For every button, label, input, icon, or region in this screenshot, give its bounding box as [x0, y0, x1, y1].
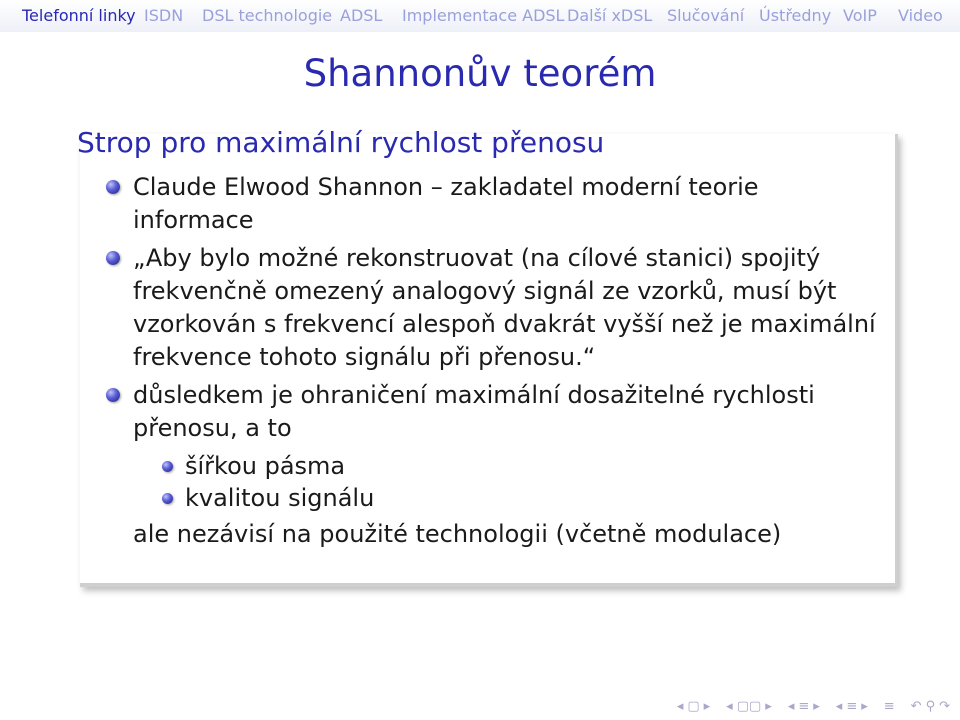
- right-arrow-icon[interactable]: ▸: [861, 698, 868, 714]
- nav-item-dalsi-xdsl[interactable]: Další xDSL: [567, 6, 653, 25]
- list-item: [105, 242, 885, 374]
- subsection-icon: ▢▢: [736, 698, 762, 714]
- sub-list-item-text: kvalitou signálu: [185, 484, 375, 512]
- sub-list-item: [161, 482, 885, 514]
- nav-item-slucovani[interactable]: Slučování: [667, 6, 745, 25]
- nav-item-ustredny[interactable]: Ústředny: [759, 6, 832, 25]
- nav-item-adsl[interactable]: ADSL: [340, 6, 383, 25]
- list-item-text: Claude Elwood Shannon – zakladatel moderní teorie informace: [133, 173, 759, 234]
- section-navigation-bar: [0, 0, 960, 32]
- nav-item-isdn[interactable]: ISDN: [144, 6, 184, 25]
- nav-item-video[interactable]: Video: [898, 6, 943, 25]
- sub-list-item: [161, 450, 885, 482]
- back-icon[interactable]: ↶: [910, 698, 922, 714]
- closing-text: ale nezávisí na použité technologii (včetně modulace): [133, 520, 782, 548]
- list-item-text: důsledkem je ohraničení maximální dosažitelné rychlosti přenosu, a to: [133, 381, 815, 442]
- left-arrow-icon[interactable]: ◂: [787, 698, 795, 714]
- left-arrow-icon[interactable]: ◂: [835, 698, 843, 714]
- slide-title: Shannonův teorém: [303, 52, 657, 95]
- list-item-text: „Aby bylo možné rekonstruovat (na cílové stanici) spojitý frekvenčně omezený analogový signál ze vzorků, musí být vzorkován s frekvencí alespoň dvakrát vyšší než je maximální frekvence tohoto signálu při přenosu.“: [133, 244, 876, 371]
- bullet-icon: [162, 493, 173, 504]
- section-icon: ≡: [798, 698, 810, 714]
- nav-item-dsl-technologie[interactable]: DSL technologie: [202, 6, 333, 25]
- list-item: [105, 379, 885, 445]
- align-icon[interactable]: ≡: [883, 698, 895, 714]
- bullet-icon: [106, 251, 120, 265]
- subsection-list-icon: ≡: [846, 698, 858, 714]
- sub-list-item-text: šířkou pásma: [185, 452, 346, 480]
- block-body: [105, 171, 885, 551]
- nav-item-voip[interactable]: VoIP: [843, 6, 877, 25]
- left-arrow-icon[interactable]: ◂: [676, 698, 684, 714]
- bullet-icon: [106, 388, 120, 402]
- beamer-navigation-symbols: [677, 698, 950, 714]
- bullet-icon: [106, 180, 120, 194]
- bullet-icon: [162, 461, 173, 472]
- right-arrow-icon[interactable]: ▸: [765, 698, 772, 714]
- nav-item-telefonni-linky[interactable]: Telefonní linky: [22, 6, 136, 25]
- sub-list: [105, 450, 885, 514]
- nav-item-implementace-adsl[interactable]: Implementace ADSL: [402, 6, 565, 25]
- block-title: Strop pro maximální rychlost přenosu: [77, 126, 605, 159]
- right-arrow-icon[interactable]: ▸: [813, 698, 820, 714]
- search-icon[interactable]: ⚲: [925, 698, 936, 714]
- right-arrow-icon[interactable]: ▸: [703, 698, 711, 714]
- frame-icon: ▢: [687, 698, 700, 714]
- left-arrow-icon[interactable]: ◂: [726, 698, 733, 714]
- forward-icon[interactable]: ↷: [939, 698, 950, 714]
- list-item: [105, 171, 885, 237]
